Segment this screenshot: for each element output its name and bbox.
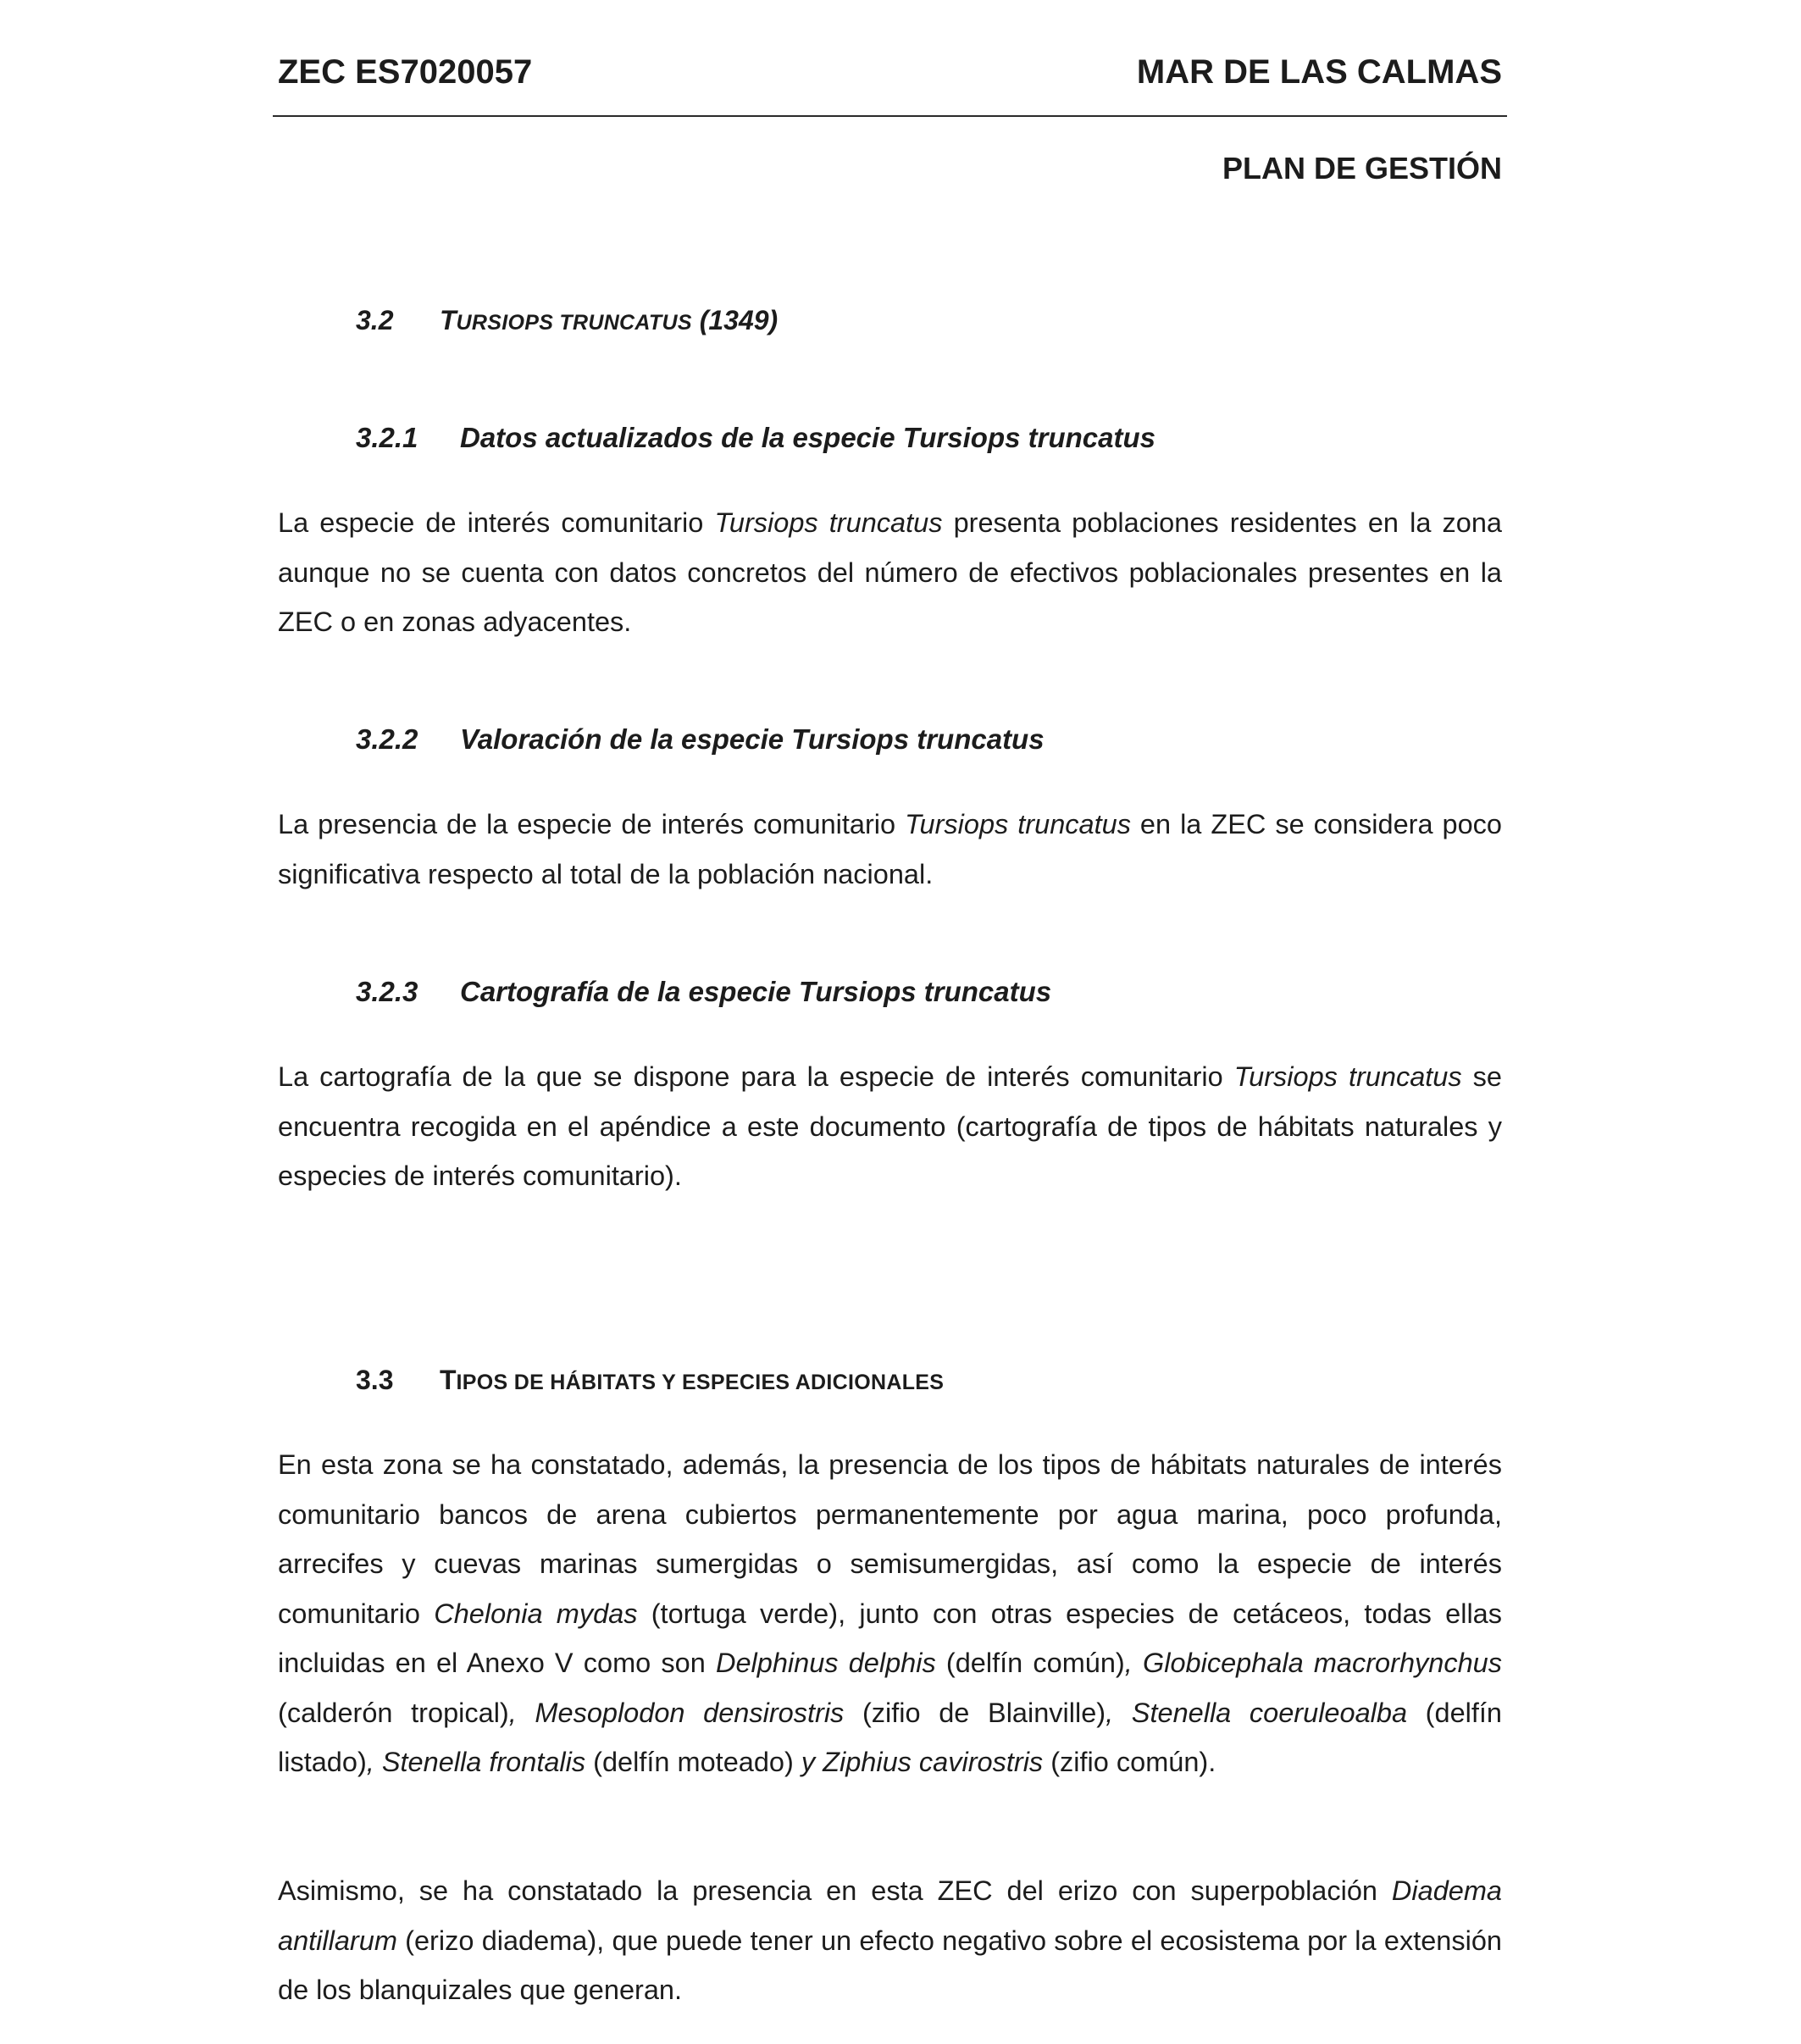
- section-title: Cartografía de la especie Tursiops truncatus: [460, 976, 1052, 1007]
- section-title: Datos actualizados de la especie Tursiops truncatus: [460, 422, 1155, 453]
- species-name: y Ziphius cavirostris: [801, 1747, 1044, 1777]
- species-name: Tursiops truncatus: [714, 507, 943, 538]
- document-page: [278, 0, 1502, 2044]
- paragraph: La especie de interés comunitario Tursiops truncatus presenta poblaciones residentes en la zona aunque no se cuenta con datos concretos del número de efectivos poblacionales presentes en la ZEC o en zonas adyacentes.: [278, 507, 1502, 637]
- site-name: MAR DE LAS CALMAS: [1136, 53, 1502, 91]
- section-heading-3-2-2: [356, 722, 1045, 757]
- species-name: , Globicephala macrorhynchus: [1124, 1648, 1502, 1678]
- section-number: 3.2: [356, 305, 394, 335]
- paragraph: En esta zona se ha constatado, además, la presencia de los tipos de hábitats naturales de interés comunitario bancos de arena cubiertos permanentemente por agua marina, poco profunda, arrecifes y cuevas marinas sumergidas o semisumergidas, así como la especie de interés comunitario Chelonia mydas (tortuga verde), junto con otras especies de cetáceos, todas ellas incluidas en el Anexo V como son Delphinus delphis (delfín común), Globicephala macrorhynchus (calderón tropical), Mesoplodon densirostris (zifio de Blainville), Stenella coeruleoalba (delfín listado), Stenella frontalis (delfín moteado) y Ziphius cavirostris (zifio común).: [278, 1449, 1503, 1777]
- header-divider: [273, 115, 1507, 117]
- section-heading-3-2-1: [356, 420, 1155, 456]
- document-subtitle: PLAN DE GESTIÓN: [1222, 151, 1502, 186]
- section-number: 3.2.2: [356, 723, 418, 755]
- site-code: ZEC ES7020057: [278, 53, 533, 91]
- section-heading-3-3: 3.3 TIPOS DE HÁBITATS Y ESPECIES ADICIONALES: [356, 1365, 945, 1395]
- running-header: [278, 51, 1502, 93]
- species-name: Diadema antillarum: [278, 1875, 1502, 1956]
- section-heading-3-2: 3.2 TURSIOPS TRUNCATUS (1349): [356, 305, 779, 335]
- species-name: Tursiops truncatus: [1233, 1061, 1462, 1092]
- section-title: Valoración de la especie Tursiops truncatus: [460, 723, 1045, 755]
- species-name: Tursiops truncatus: [905, 809, 1131, 839]
- species-name: Delphinus delphis: [716, 1648, 936, 1678]
- section-number: 3.3: [356, 1365, 394, 1395]
- section-number: 3.2.3: [356, 976, 418, 1007]
- species-name: , Mesoplodon densirostris: [508, 1697, 845, 1728]
- paragraph: La presencia de la especie de interés comunitario Tursiops truncatus en la ZEC se considera poco significativa respecto al total de la población nacional.: [278, 809, 1502, 889]
- species-name: , Stenella coeruleoalba: [1106, 1697, 1408, 1728]
- section-heading-3-2-3: [356, 974, 1051, 1010]
- paragraph: La cartografía de la que se dispone para la especie de interés comunitario Tursiops truncatus se encuentra recogida en el apéndice a este documento (cartografía de tipos de hábitats naturales y especies de interés comunitario).: [278, 1061, 1502, 1191]
- section-number: 3.2.1: [356, 422, 418, 453]
- species-name: Chelonia mydas: [434, 1598, 638, 1629]
- paragraph: Asimismo, se ha constatado la presencia en esta ZEC del erizo con superpoblación Diadema antillarum (erizo diadema), que puede tener un efecto negativo sobre el ecosistema por la extensión de los blanquizales que generan.: [278, 1875, 1502, 2005]
- species-name: , Stenella frontalis: [366, 1747, 586, 1777]
